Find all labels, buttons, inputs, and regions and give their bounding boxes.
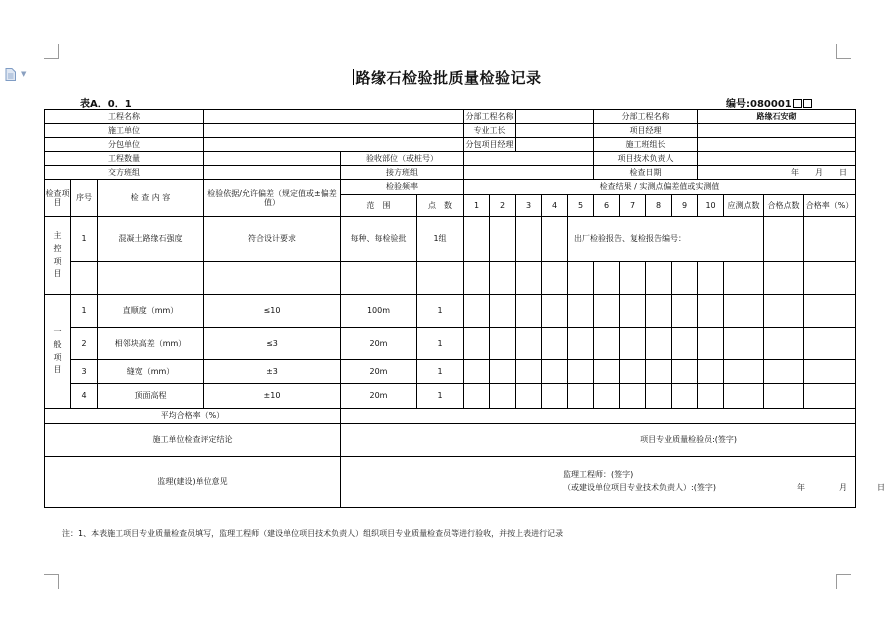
- empty-cell[interactable]: [417, 262, 464, 295]
- main-control-label: [45, 217, 71, 295]
- result-cell[interactable]: [698, 295, 724, 328]
- should-points-cell[interactable]: [724, 262, 764, 295]
- result-cell[interactable]: [646, 360, 672, 384]
- col-seq: 序号: [71, 180, 98, 217]
- result-cell[interactable]: [464, 295, 490, 328]
- table-row-basis: 符合设计要求: [204, 217, 341, 262]
- result-cell[interactable]: [594, 262, 620, 295]
- col-num: 7: [620, 195, 646, 217]
- page-corner-mark-bottom-left: [44, 574, 59, 589]
- pass-rate-cell[interactable]: [804, 328, 856, 360]
- main-control-label-text: 主控项目: [53, 230, 62, 279]
- sub-project-value[interactable]: [516, 110, 594, 124]
- chevron-down-icon[interactable]: ▼: [21, 70, 27, 78]
- table-row-points: 1: [417, 295, 464, 328]
- table-row-points: 1: [417, 384, 464, 409]
- result-cell[interactable]: [464, 360, 490, 384]
- result-cell[interactable]: [542, 328, 568, 360]
- result-cell[interactable]: [542, 217, 568, 262]
- result-cell[interactable]: [646, 328, 672, 360]
- result-cell[interactable]: [646, 262, 672, 295]
- receiving-team-value[interactable]: [464, 166, 594, 180]
- col-num: 3: [516, 195, 542, 217]
- result-cell[interactable]: [698, 384, 724, 409]
- col-num: 8: [646, 195, 672, 217]
- result-cell[interactable]: [490, 360, 516, 384]
- should-points-cell[interactable]: [724, 295, 764, 328]
- pass-rate-cell[interactable]: [804, 384, 856, 409]
- result-cell[interactable]: [490, 384, 516, 409]
- pass-rate-cell[interactable]: [804, 262, 856, 295]
- project-name-value[interactable]: [204, 110, 464, 124]
- sub-pm-label: 分包项目经理: [464, 138, 516, 152]
- empty-cell[interactable]: [204, 262, 341, 295]
- inspect-date-label: 检查日期: [594, 166, 698, 180]
- title-text: 路缘石检验批质量检验记录: [355, 69, 542, 87]
- sign-day-label: 日: [877, 483, 885, 492]
- table-row-basis: ≤10: [204, 295, 341, 328]
- acceptance-part-label: 验收部位（或桩号）: [341, 152, 464, 166]
- result-cell[interactable]: [594, 328, 620, 360]
- supervision-opinion-label: 监理(建设)单位意见: [45, 457, 341, 508]
- page-title: [0, 67, 895, 88]
- should-points-cell[interactable]: [724, 360, 764, 384]
- result-cell[interactable]: [672, 384, 698, 409]
- table-row-seq: 2: [71, 328, 98, 360]
- col-range: 范 围: [341, 195, 417, 217]
- col-category: 检查项目: [45, 180, 71, 217]
- table-row-points: 1组: [417, 217, 464, 262]
- tech-lead-value[interactable]: [698, 152, 856, 166]
- test-report-number[interactable]: 出厂检验报告、复检报告编号：: [568, 217, 764, 262]
- col-num: 10: [698, 195, 724, 217]
- result-cell[interactable]: [672, 360, 698, 384]
- quantity-value[interactable]: [204, 152, 341, 166]
- result-cell[interactable]: [490, 217, 516, 262]
- result-cell[interactable]: [568, 360, 594, 384]
- contractor-value[interactable]: [204, 124, 464, 138]
- col-points: 点 数: [417, 195, 464, 217]
- col-num: 1: [464, 195, 490, 217]
- serial-text: 编号:080001: [726, 99, 792, 110]
- footnote: 注：1、本表施工项目专业质量检查员填写，监理工程师（建设单位项目技术负责人）组织项目专业质量检查员等进行验收，并按上表进行记录: [62, 529, 564, 538]
- table-row-content: 相邻块高差（mm）: [98, 328, 204, 360]
- result-cell[interactable]: [464, 262, 490, 295]
- result-cell[interactable]: [542, 295, 568, 328]
- result-cell[interactable]: [620, 262, 646, 295]
- result-cell[interactable]: [490, 328, 516, 360]
- general-items-label: [45, 295, 71, 409]
- result-cell[interactable]: [568, 328, 594, 360]
- team-leader-value[interactable]: [698, 138, 856, 152]
- result-cell[interactable]: [698, 262, 724, 295]
- empty-cell[interactable]: [71, 262, 98, 295]
- result-cell[interactable]: [646, 384, 672, 409]
- project-manager-label: 项目经理: [594, 124, 698, 138]
- avg-pass-rate-value[interactable]: [341, 409, 856, 424]
- table-row-basis: ±3: [204, 360, 341, 384]
- serial-number: [726, 95, 812, 110]
- pass-points-cell[interactable]: [764, 360, 804, 384]
- result-cell[interactable]: [620, 384, 646, 409]
- sub-project-label: 分部工程名称: [464, 110, 516, 124]
- col-num: 2: [490, 195, 516, 217]
- result-cell[interactable]: [516, 262, 542, 295]
- col-pass-rate: 合格率（%）: [804, 195, 856, 217]
- table-row-seq: 1: [71, 217, 98, 262]
- result-cell[interactable]: [620, 360, 646, 384]
- table-row-points: 1: [417, 360, 464, 384]
- should-points-cell[interactable]: [724, 384, 764, 409]
- result-cell[interactable]: [516, 384, 542, 409]
- result-cell[interactable]: [542, 262, 568, 295]
- table-row-range: 20m: [341, 328, 417, 360]
- quantity-label: 工程数量: [45, 152, 204, 166]
- specialty-foreman-label: 专业工长: [464, 124, 516, 138]
- page-corner-mark-bottom-right: [836, 574, 851, 589]
- team-leader-label: 施工班组长: [594, 138, 698, 152]
- result-cell[interactable]: [646, 295, 672, 328]
- result-cell[interactable]: [672, 328, 698, 360]
- result-cell[interactable]: [516, 295, 542, 328]
- table-row-range: 20m: [341, 384, 417, 409]
- col-num: 4: [542, 195, 568, 217]
- result-cell[interactable]: [464, 217, 490, 262]
- serial-box-2: [803, 99, 812, 108]
- table-row-basis: ≤3: [204, 328, 341, 360]
- result-cell[interactable]: [698, 328, 724, 360]
- col-content: 检 查 内 容: [98, 180, 204, 217]
- form-number: 表A．0．1: [80, 99, 132, 110]
- table-row-seq: 1: [71, 295, 98, 328]
- result-cell[interactable]: [568, 262, 594, 295]
- result-cell[interactable]: [490, 295, 516, 328]
- sub-item-label: 分部工程名称: [594, 110, 698, 124]
- col-results: 检查结果 / 实测点偏差值或实测值: [464, 180, 856, 195]
- result-cell[interactable]: [620, 328, 646, 360]
- contractor-label: 施工单位: [45, 124, 204, 138]
- result-cell[interactable]: [490, 262, 516, 295]
- supervisor-signature-label: 监理工程师：(签字): [563, 470, 634, 479]
- result-cell[interactable]: [594, 360, 620, 384]
- pass-points-cell[interactable]: [764, 384, 804, 409]
- table-row-points: 1: [417, 328, 464, 360]
- table-row-range: 20m: [341, 360, 417, 384]
- inspection-record-table: [44, 109, 885, 508]
- result-cell[interactable]: [620, 295, 646, 328]
- contractor-conclusion-label: 施工单位检查评定结论: [45, 424, 341, 457]
- result-cell[interactable]: [568, 295, 594, 328]
- serial-box-1: [793, 99, 802, 108]
- table-row-content: 缝宽（mm）: [98, 360, 204, 384]
- table-row-seq: 3: [71, 360, 98, 384]
- pass-points-cell[interactable]: [764, 262, 804, 295]
- table-row-seq: 4: [71, 384, 98, 409]
- col-num: 5: [568, 195, 594, 217]
- sign-month-label: 月: [839, 483, 847, 492]
- table-row-content: 直顺度（mm）: [98, 295, 204, 328]
- empty-cell[interactable]: [341, 262, 417, 295]
- avg-pass-rate-label: 平均合格率（%）: [45, 409, 341, 424]
- acceptance-part-value[interactable]: [464, 152, 594, 166]
- supervision-opinion-cell[interactable]: [341, 457, 885, 508]
- sub-pm-value[interactable]: [516, 138, 594, 152]
- project-name-label: 工程名称: [45, 110, 204, 124]
- result-cell[interactable]: [464, 328, 490, 360]
- pass-points-cell[interactable]: [764, 295, 804, 328]
- result-cell[interactable]: [698, 360, 724, 384]
- col-frequency: 检验频率: [341, 180, 464, 195]
- result-cell[interactable]: [516, 217, 542, 262]
- contractor-conclusion-cell[interactable]: [341, 424, 856, 457]
- result-cell[interactable]: [464, 384, 490, 409]
- subcontractor-label: 分包单位: [45, 138, 204, 152]
- table-row-content: 混凝土路缘石强度: [98, 217, 204, 262]
- inspect-date-value[interactable]: 年 月 日: [698, 166, 856, 180]
- result-cell[interactable]: [516, 328, 542, 360]
- specialty-foreman-value[interactable]: [516, 124, 594, 138]
- sign-year-label: 年: [797, 483, 805, 492]
- should-points-cell[interactable]: [724, 328, 764, 360]
- result-cell[interactable]: [594, 384, 620, 409]
- owner-signature-label: （或建设单位项目专业技术负责人）:(签字): [563, 483, 716, 492]
- page-corner-mark-top-left: [44, 44, 59, 59]
- result-cell[interactable]: [672, 262, 698, 295]
- empty-cell[interactable]: [98, 262, 204, 295]
- sub-item-value[interactable]: 路缘石安砌: [698, 110, 856, 124]
- tech-lead-label: 项目技术负责人: [594, 152, 698, 166]
- receiving-team-label: 接方班组: [341, 166, 464, 180]
- col-basis: 检验依据/允许偏差（规定值或±偏差值）: [204, 180, 341, 217]
- general-items-label-text: 一般项目: [53, 326, 62, 375]
- pass-rate-cell[interactable]: [804, 360, 856, 384]
- should-points-cell[interactable]: [764, 217, 804, 262]
- col-pass-points: 合格点数: [764, 195, 804, 217]
- col-should-points: 应测点数: [724, 195, 764, 217]
- result-cell[interactable]: [594, 295, 620, 328]
- handover-team-label: 交方班组: [45, 166, 204, 180]
- inspector-signature-label: 项目专业质量检验员:(签字): [640, 435, 738, 445]
- pass-points-cell[interactable]: [804, 217, 856, 262]
- table-row-basis: ±10: [204, 384, 341, 409]
- pass-points-cell[interactable]: [764, 328, 804, 360]
- page-corner-mark-top-right: [836, 44, 851, 59]
- table-row-content: 顶面高程: [98, 384, 204, 409]
- result-cell[interactable]: [568, 384, 594, 409]
- result-cell[interactable]: [672, 295, 698, 328]
- handover-team-value[interactable]: [204, 166, 341, 180]
- pass-rate-cell[interactable]: [804, 295, 856, 328]
- subcontractor-value[interactable]: [204, 138, 464, 152]
- col-num: 6: [594, 195, 620, 217]
- result-cell[interactable]: [516, 360, 542, 384]
- result-cell[interactable]: [542, 384, 568, 409]
- result-cell[interactable]: [542, 360, 568, 384]
- table-row-range: 每种、每检验批: [341, 217, 417, 262]
- col-num: 9: [672, 195, 698, 217]
- table-row-range: 100m: [341, 295, 417, 328]
- project-manager-value[interactable]: [698, 124, 856, 138]
